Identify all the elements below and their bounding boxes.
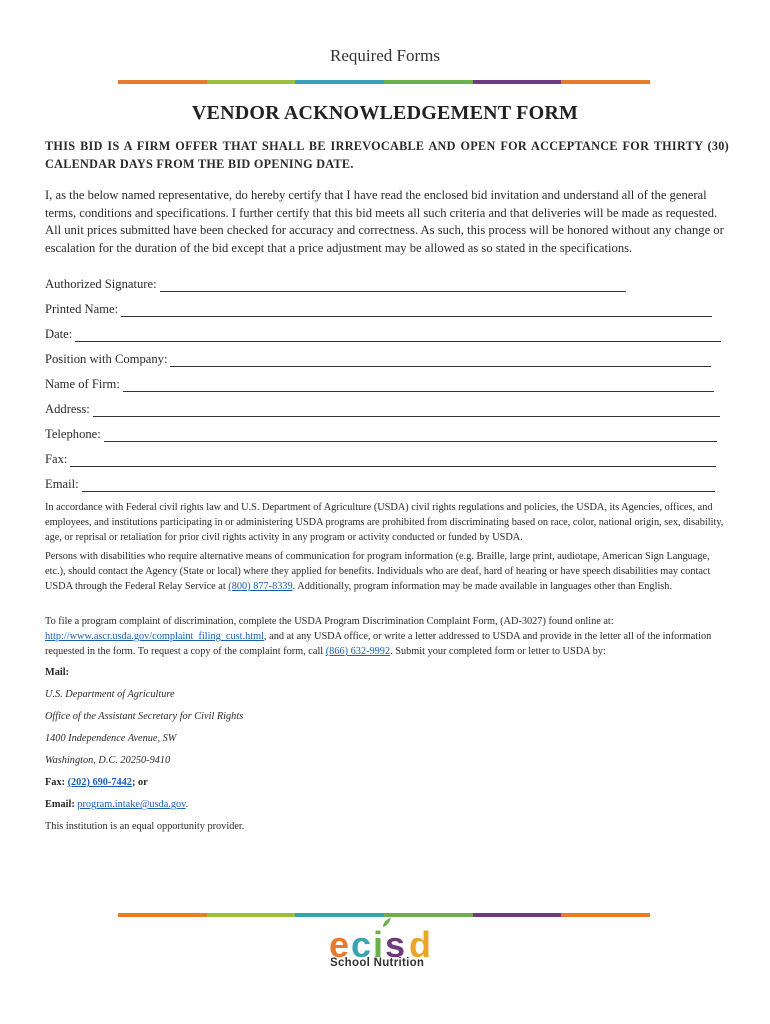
complaint-text-after: . Submit your completed form or letter to USDA by: bbox=[390, 646, 606, 657]
address-field[interactable] bbox=[45, 402, 720, 417]
signature-line[interactable] bbox=[160, 280, 626, 292]
complaint-notice bbox=[45, 614, 725, 659]
header-title: Required Forms bbox=[329, 46, 441, 65]
email-contact-label: Email: bbox=[45, 799, 75, 810]
stripe-segment bbox=[295, 80, 384, 84]
stripe-segment bbox=[473, 80, 562, 84]
equal-opportunity-statement: This institution is an equal opportunity provider. bbox=[45, 821, 245, 832]
firm-name-field[interactable] bbox=[45, 377, 714, 392]
stripe-segment bbox=[561, 80, 650, 84]
firm-name-line[interactable] bbox=[123, 380, 714, 392]
address-line-4: Washington, D.C. 20250-9410 bbox=[45, 755, 171, 766]
fax-contact bbox=[45, 777, 148, 788]
logo-letter-s: s bbox=[385, 924, 406, 965]
relay-phone-link[interactable]: (800) 877-8339 bbox=[228, 581, 293, 592]
stripe-segment bbox=[561, 913, 650, 917]
fax-contact-after: ; or bbox=[131, 777, 148, 788]
disabilities-text-after: . Additionally, program information may be made available in languages other than English. bbox=[292, 581, 673, 592]
fax-contact-label: Fax: bbox=[45, 777, 66, 788]
stripe-segment bbox=[207, 913, 296, 917]
date-line[interactable] bbox=[75, 330, 721, 342]
email-line[interactable] bbox=[82, 480, 715, 492]
date-field[interactable] bbox=[45, 327, 721, 342]
email-contact-after: . bbox=[185, 799, 189, 810]
logo-letter-i: i bbox=[373, 924, 384, 965]
email-contact-address[interactable]: program.intake@usda.gov bbox=[77, 799, 186, 810]
form-title: VENDOR ACKNOWLEDGEMENT FORM bbox=[191, 102, 579, 124]
mail-label: Mail: bbox=[45, 667, 70, 678]
firm-name-label: Name of Firm: bbox=[45, 377, 120, 391]
fax-line[interactable] bbox=[70, 455, 716, 467]
address-line[interactable] bbox=[93, 405, 720, 417]
address-line-3: 1400 Independence Avenue, SW bbox=[45, 733, 177, 744]
logo-letter-c: c bbox=[351, 924, 372, 965]
logo-letter-e: e bbox=[329, 924, 350, 965]
civil-rights-notice: In accordance with Federal civil rights law and U.S. Department of Agriculture (USDA) civil rights regulations and policies, the USDA, its Agencies, offices, and employees, and institutions participating in or administering USDA programs are prohibited from discriminating based on race, color, national origin, sex, disability, age, or reprisal or retaliation for prior civil rights activity in any program or activity conducted or funded by USDA. bbox=[45, 502, 724, 543]
telephone-field[interactable] bbox=[45, 427, 717, 442]
disabilities-text: Persons with disabilities who require alternative means of communication for program information (e.g. Braille, large print, audiotape, American Sign Language, etc.), should contact the Agency (State or local) where they applied for benefits. Individuals who are deaf, hard of hearing or have speech disabilities may contact USDA through the Federal Relay Service at bbox=[45, 551, 711, 592]
telephone-label: Telephone: bbox=[45, 427, 101, 441]
fax-label: Fax: bbox=[45, 452, 68, 466]
stripe-segment bbox=[207, 80, 296, 84]
position-label: Position with Company: bbox=[45, 352, 168, 366]
stripe-segment bbox=[384, 80, 473, 84]
complaint-text-mid: , and at any USDA office, or write a letter addressed to USDA and provide in the letter all of the information requested in the form. To request a copy of the complaint form, call bbox=[45, 631, 712, 657]
complaint-phone-link[interactable]: (866) 632-9992 bbox=[325, 646, 391, 657]
firm-offer-statement: THIS BID IS A FIRM OFFER THAT SHALL BE IRREVOCABLE AND OPEN FOR ACCEPTANCE FOR THIRTY (30) CALENDAR DAYS FROM THE BID OPENING DATE. bbox=[45, 139, 729, 171]
address-line-1: U.S. Department of Agriculture bbox=[45, 689, 175, 700]
date-label: Date: bbox=[45, 327, 73, 341]
printed-name-field[interactable] bbox=[45, 302, 712, 317]
signature-label: Authorized Signature: bbox=[45, 277, 157, 291]
position-line[interactable] bbox=[170, 355, 711, 367]
complaint-text: To file a program complaint of discrimination, complete the USDA Program Discrimination Complaint Form, (AD-3027) found online at: bbox=[45, 616, 614, 627]
top-color-stripe bbox=[118, 80, 650, 84]
disabilities-notice bbox=[45, 549, 725, 594]
signature-field[interactable] bbox=[45, 277, 626, 292]
email-label: Email: bbox=[45, 477, 79, 491]
printed-name-label: Printed Name: bbox=[45, 302, 119, 316]
stripe-segment bbox=[118, 913, 207, 917]
telephone-line[interactable] bbox=[104, 430, 717, 442]
address-line-2: Office of the Assistant Secretary for Civil Rights bbox=[45, 711, 244, 722]
address-label: Address: bbox=[45, 402, 90, 416]
stripe-segment bbox=[118, 80, 207, 84]
certification-paragraph: I, as the below named representative, do hereby certify that I have read the enclosed bid invitation and understand all of the general terms, conditions and specifications. I further certify that this bid meets all such criteria and that deliveries will be made as requested. All unit prices submitted have been checked for accuracy and correctness. As such, this process will be honored without any change or escalation for the duration of the bid except that a price adjustment may be allowed as so stated in the specifications. bbox=[45, 188, 724, 255]
email-contact bbox=[45, 799, 188, 810]
printed-name-line[interactable] bbox=[121, 305, 712, 317]
fax-contact-number[interactable]: (202) 690-7442 bbox=[67, 777, 132, 788]
logo-letter-d: d bbox=[409, 924, 431, 965]
logo-subtitle: School Nutrition bbox=[330, 957, 425, 969]
complaint-url-link[interactable]: http://www.ascr.usda.gov/complaint_filing_cust.html bbox=[45, 631, 264, 642]
fax-field[interactable] bbox=[45, 452, 716, 467]
position-field[interactable] bbox=[45, 352, 711, 367]
stripe-segment bbox=[473, 913, 562, 917]
email-field[interactable] bbox=[45, 477, 715, 492]
